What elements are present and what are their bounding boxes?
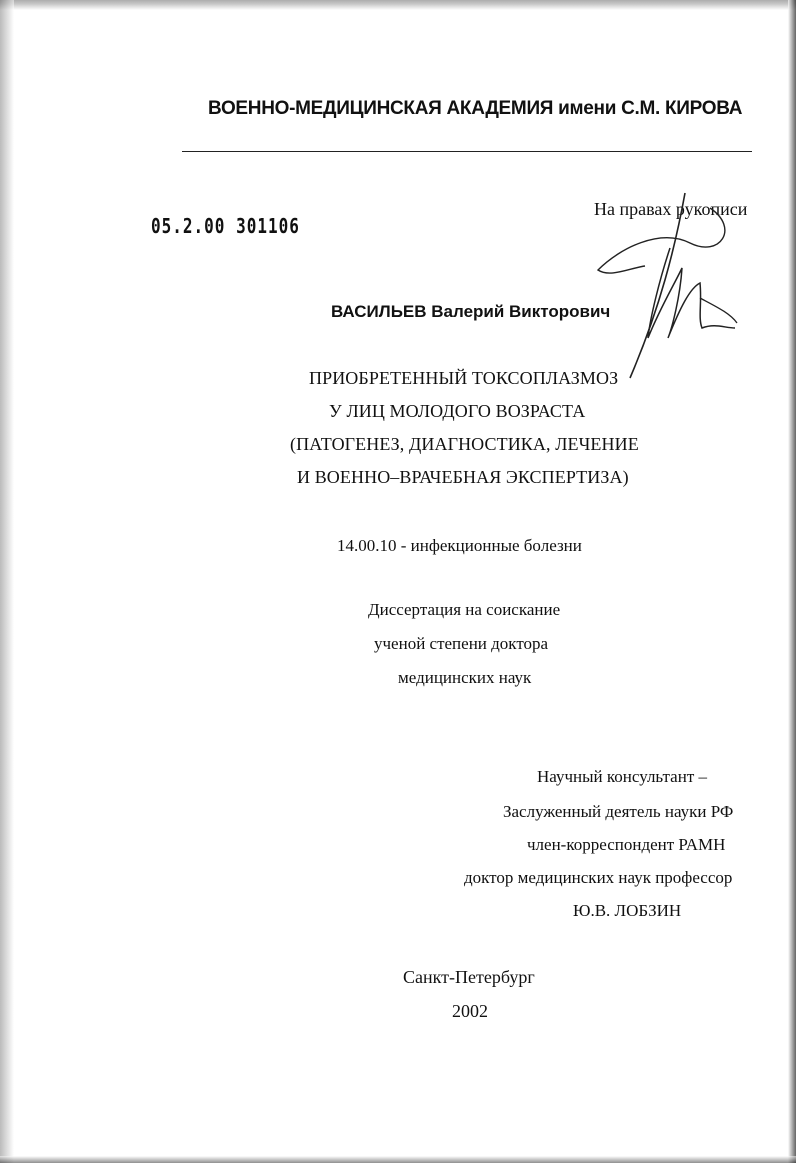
title-line-3: (ПАТОГЕНЕЗ, ДИАГНОСТИКА, ЛЕЧЕНИЕ — [290, 434, 639, 454]
scan-shadow-top — [0, 0, 796, 10]
catalog-code: 05.2.00 301106 — [151, 214, 300, 238]
heading-divider — [182, 151, 752, 152]
author-name: ВАСИЛЬЕВ Валерий Викторович — [331, 302, 611, 321]
consultant-name: Ю.В. ЛОБЗИН — [573, 901, 682, 920]
title-line-2: У ЛИЦ МОЛОДОГО ВОЗРАСТА — [329, 401, 586, 421]
dissertation-line-1: Диссертация на соискание — [368, 600, 561, 619]
specialty-code: 14.00.10 - инфекционные болезни — [337, 536, 582, 555]
dissertation-line-3: медицинских наук — [398, 668, 532, 687]
consultant-line-3: член-корреспондент РАМН — [527, 835, 726, 854]
title-line-4: И ВОЕННО–ВРАЧЕБНАЯ ЭКСПЕРТИЗА) — [297, 467, 629, 487]
consultant-line-4: доктор медицинских наук профессор — [464, 868, 733, 887]
consultant-line-2: Заслуженный деятель науки РФ — [503, 802, 734, 821]
rights-note: На правах рукописи — [594, 199, 748, 219]
year: 2002 — [452, 1001, 488, 1021]
title-line-1: ПРИОБРЕТЕННЫЙ ТОКСОПЛАЗМОЗ — [309, 368, 619, 388]
academy-heading: ВОЕННО-МЕДИЦИНСКАЯ АКАДЕМИЯ имени С.М. КИРОВА — [208, 98, 743, 119]
scan-shadow-bottom — [0, 1156, 796, 1163]
handwritten-signature — [590, 188, 750, 388]
scan-shadow-right — [788, 0, 796, 1163]
scan-shadow-left — [0, 0, 14, 1163]
consultant-line-1: Научный консультант – — [537, 767, 707, 786]
dissertation-line-2: ученой степени доктора — [374, 634, 549, 653]
city: Санкт-Петербург — [403, 967, 535, 987]
